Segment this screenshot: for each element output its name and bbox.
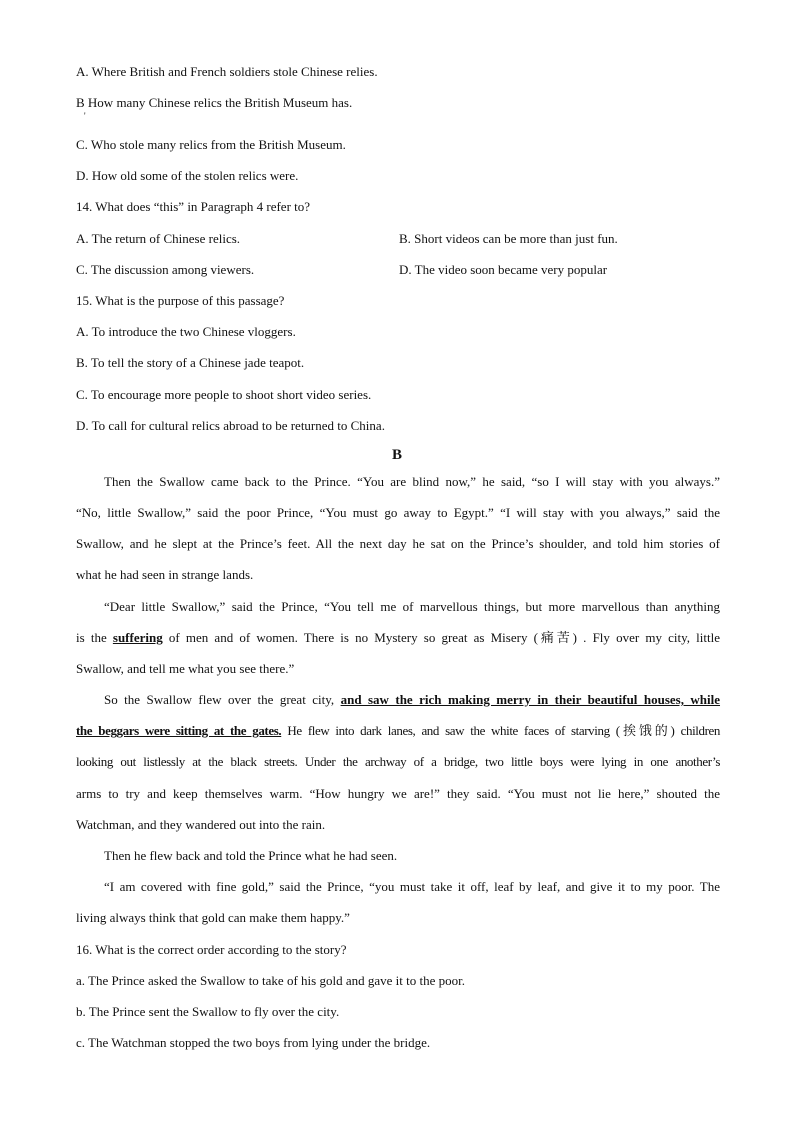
- underlined-sentence-part-2: the beggars were sitting at the gates.: [76, 723, 282, 738]
- q13-option-b: B How many Chinese relics the British Museum has.: [76, 95, 353, 110]
- stray-mark: ': [84, 111, 86, 121]
- p3-line-5: Watchman, and they wandered out into the rain.: [76, 817, 326, 832]
- p3-line-3: looking out listlessly at the black streets. Under the archway of a bridge, two little boys were lying in one another’s: [76, 754, 720, 769]
- p2-line-2-pre: is the: [76, 630, 113, 645]
- q15-option-a: A. To introduce the two Chinese vloggers.: [76, 324, 296, 339]
- q14-option-b: B. Short videos can be more than just fun.: [399, 231, 618, 246]
- q13-option-d: D. How old some of the stolen relics were.: [76, 168, 299, 183]
- underlined-sentence-part-1: and saw the rich making merry in their beautiful houses, while: [340, 692, 721, 707]
- q16-item-a: a. The Prince asked the Swallow to take of his gold and gave it to the poor.: [76, 973, 465, 988]
- p3-line-2-post: He flew into dark lanes, and saw the white faces of starving (挨饿的) children: [281, 723, 720, 738]
- p1-line-3: Swallow, and he slept at the Prince’s feet. All the next day he sat on the Prince’s shoulder, and told him stories of: [76, 536, 720, 551]
- p1-line-4: what he had seen in strange lands.: [76, 567, 254, 582]
- p1-line-2: “No, little Swallow,” said the poor Prince, “You must go away to Egypt.” “I will stay with you always,” said the: [76, 505, 720, 520]
- p2-line-1: “Dear little Swallow,” said the Prince, “You tell me of marvellous things, but more marvellous than anything: [104, 599, 720, 614]
- q15-option-d: D. To call for cultural relics abroad to be returned to China.: [76, 418, 385, 433]
- q15-stem: 15. What is the purpose of this passage?: [76, 293, 285, 308]
- p1-line-1: Then the Swallow came back to the Prince. “You are blind now,” he said, “so I will stay with you always.”: [104, 474, 720, 489]
- p5-line-2: living always think that gold can make them happy.”: [76, 910, 350, 925]
- q15-option-b: B. To tell the story of a Chinese jade teapot.: [76, 355, 305, 370]
- section-heading-b: B: [391, 447, 402, 463]
- q13-option-a: A. Where British and French soldiers stole Chinese relies.: [76, 64, 378, 79]
- p4-line-1: Then he flew back and told the Prince what he had seen.: [104, 848, 398, 863]
- underlined-word-suffering: suffering: [112, 630, 163, 645]
- p3-line-1: [104, 691, 720, 709]
- q14-stem: 14. What does “this” in Paragraph 4 refer to?: [76, 199, 311, 214]
- q14-option-d: D. The video soon became very popular: [399, 262, 608, 277]
- q16-stem: 16. What is the correct order according to the story?: [76, 942, 347, 957]
- q15-option-c: C. To encourage more people to shoot short video series.: [76, 387, 372, 402]
- q16-item-c: c. The Watchman stopped the two boys from lying under the bridge.: [76, 1035, 431, 1050]
- p3-line-2: [76, 722, 720, 740]
- q13-option-c: C. Who stole many relics from the British Museum.: [76, 137, 346, 152]
- p5-line-1: “I am covered with fine gold,” said the Prince, “you must take it off, leaf by leaf, and give it to my poor. The: [104, 879, 720, 894]
- q14-option-c: C. The discussion among viewers.: [76, 262, 255, 277]
- p3-line-1-pre: So the Swallow flew over the great city,: [104, 692, 341, 707]
- p2-line-3: Swallow, and tell me what you see there.”: [76, 661, 295, 676]
- q14-option-a: A. The return of Chinese relics.: [76, 231, 241, 246]
- p2-line-2: [76, 629, 720, 647]
- p2-line-2-post: of men and of women. There is no Mystery so great as Misery (痛苦) . Fly over my city, little: [162, 630, 721, 645]
- p3-line-4: arms to try and keep themselves warm. “How hungry we are!” they said. “You must not lie here,” shouted the: [76, 786, 720, 801]
- q16-item-b: b. The Prince sent the Swallow to fly over the city.: [76, 1004, 340, 1019]
